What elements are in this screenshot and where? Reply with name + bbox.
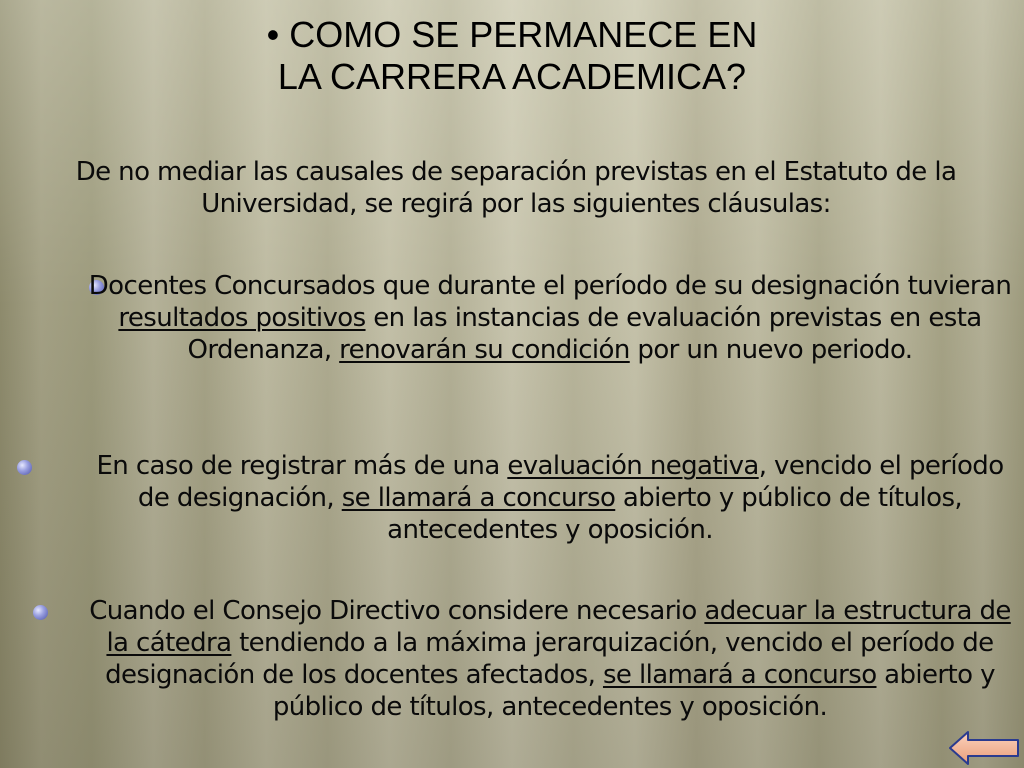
bullet-3-emphasis-a: adecuar la estructura de la cátedra [106,596,1011,658]
bullet-1-text-b: en las instancias de evaluación previstas en esta Ordenanza, [187,303,982,365]
intro-paragraph: De no mediar las causales de separación previstas en el Estatuto de la Universidad, se regirá por las siguientes cláusulas: [75,157,957,219]
slide-title-line-1: • COMO SE PERMANECE EN [266,14,758,55]
bullet-3-text-c: abierto y público de títulos, antecedentes y oposición. [272,660,995,722]
bullet-item-2 [80,450,1020,546]
bullet-1-text-c: por un nuevo periodo. [629,335,913,365]
bullet-2-text-b: , vencido el período de designación, [137,451,1004,513]
bullet-item-1 [80,270,1020,366]
bullet-3-text-b: tendiendo a la máxima jerarquización, vencido el período de designación de los docentes afectados, [105,628,994,690]
bullet-2-emphasis-b: se llamará a concurso [341,483,616,513]
bullet-1-text-a: Docentes Concursados que durante el período de su designación tuvieran [88,271,1012,301]
bullet-3-text-a: Cuando el Consejo Directivo considere necesario [89,596,705,626]
bullet-dot-icon [17,460,32,475]
slide-title-line-2: LA CARRERA ACADEMICA? [277,56,747,97]
back-arrow-icon[interactable] [948,730,1020,766]
bullet-3-emphasis-b: se llamará a concurso [602,660,877,690]
slide-title [0,14,1024,98]
bullet-dot-icon [33,605,48,620]
bullet-2-emphasis-a: evaluación negativa [507,451,759,481]
bullet-2-text-c: abierto y público de títulos, antecedentes y oposición. [387,483,963,545]
bullet-item-3 [80,595,1020,723]
bullet-1-emphasis-b: renovarán su condición [339,335,630,365]
bullet-2-text-a: En caso de registrar más de una [96,451,508,481]
bullet-1-emphasis-a: resultados positivos [118,303,366,333]
